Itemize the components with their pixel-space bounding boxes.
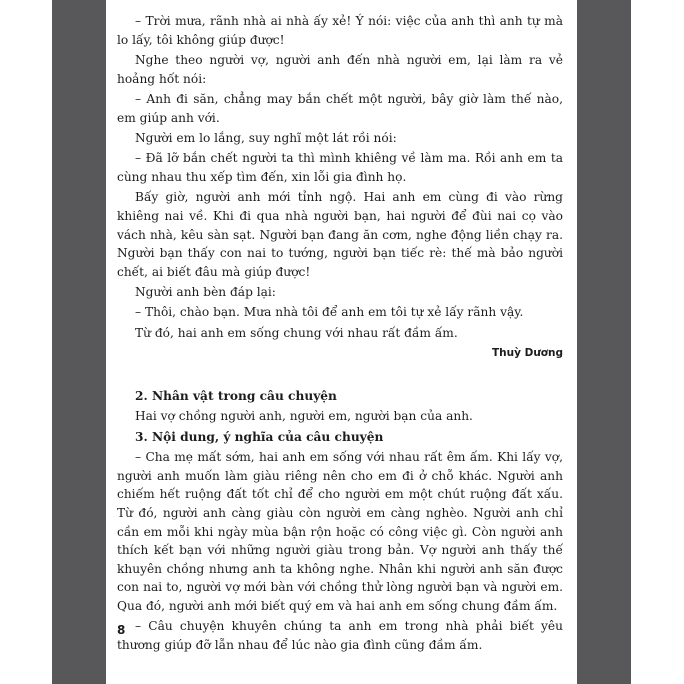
story-paragraph: Từ đó, hai anh em sống chung với nhau rất đầm ấm. bbox=[135, 325, 458, 340]
book-page bbox=[106, 0, 577, 684]
page-number: 8 bbox=[117, 623, 126, 637]
story-paragraph: – Trời mưa, rãnh nhà ai nhà ấy xẻ! Ý nói: việc của anh thì anh tự mà lo lấy, tôi không giúp được! bbox=[117, 14, 563, 47]
section-2-text: Hai vợ chồng người anh, người em, người bạn của anh. bbox=[135, 409, 473, 424]
page-content bbox=[117, 12, 563, 656]
right-gray-band bbox=[577, 0, 631, 684]
story-paragraph: Người em lo lắng, suy nghĩ một lát rồi nói: bbox=[135, 130, 397, 145]
story-paragraph: – Thôi, chào bạn. Mưa nhà tôi để anh em tôi tự xẻ lấy rãnh vậy. bbox=[135, 305, 524, 320]
section-3-paragraph: – Cha mẹ mất sớm, hai anh em sống với nhau rất êm ấm. Khi lấy vợ, người anh muốn làm giàu riêng nên cho em đi ở chỗ khác. Người anh chiếm hết ruộng đất tốt chỉ để cho người em một chút ruộng đất xấu. Từ đó, người anh càng giàu còn người em càng nghèo. Người anh chỉ cần em mỗi khi ngày mùa bận rộn hoặc có công việc gì. Còn người anh thích kết bạn với những người giàu trong bản. Vợ người anh thấy thế khuyên chồng nhưng anh ta không nghe. Nhân khi người anh săn được con nai to, người vợ mới bàn với chồng thử lòng người bạn và người em. Qua đó, người anh mới biết quý em và hai anh em sống chung đầm ấm. bbox=[117, 450, 563, 613]
left-gray-band bbox=[52, 0, 106, 684]
story-paragraph: Nghe theo người vợ, người anh đến nhà người em, lại làm ra vẻ hoảng hốt nói: bbox=[117, 52, 563, 86]
story-paragraph: Bấy giờ, người anh mới tỉnh ngộ. Hai anh em cùng đi vào rừng khiêng nai về. Khi đi qua nhà người bạn, hai người để đùi nai cọ vào vách nhà, kêu sàn sạt. Người bạn đang ăn cơm, nghe động liền chạy ra. Người bạn thấy con nai to tướng, người bạn tiếc rè: thế mà bảo người chết, ai biết đâu mà giúp được! bbox=[117, 190, 563, 279]
section-3-paragraph: – Câu chuyện khuyên chúng ta anh em trong nhà phải biết yêu thương giúp đỡ lẫn nhau để lúc nào gia đình cũng đầm ấm. bbox=[117, 619, 563, 652]
section-3-heading: 3. Nội dung, ý nghĩa của câu chuyện bbox=[135, 429, 384, 444]
story-author: Thuỳ Dương bbox=[491, 347, 563, 360]
story-paragraph: Người anh bèn đáp lại: bbox=[135, 285, 276, 300]
section-2-heading: 2. Nhân vật trong câu chuyện bbox=[135, 389, 337, 404]
story-paragraph: – Anh đi săn, chẳng may bắn chết một người, bây giờ làm thế nào, em giúp anh với. bbox=[117, 91, 563, 125]
story-paragraph: – Đã lỡ bắn chết người ta thì mình khiêng về làm ma. Rồi anh em ta cùng nhau thu xếp tìm đến, xin lỗi gia đình họ. bbox=[117, 151, 563, 184]
